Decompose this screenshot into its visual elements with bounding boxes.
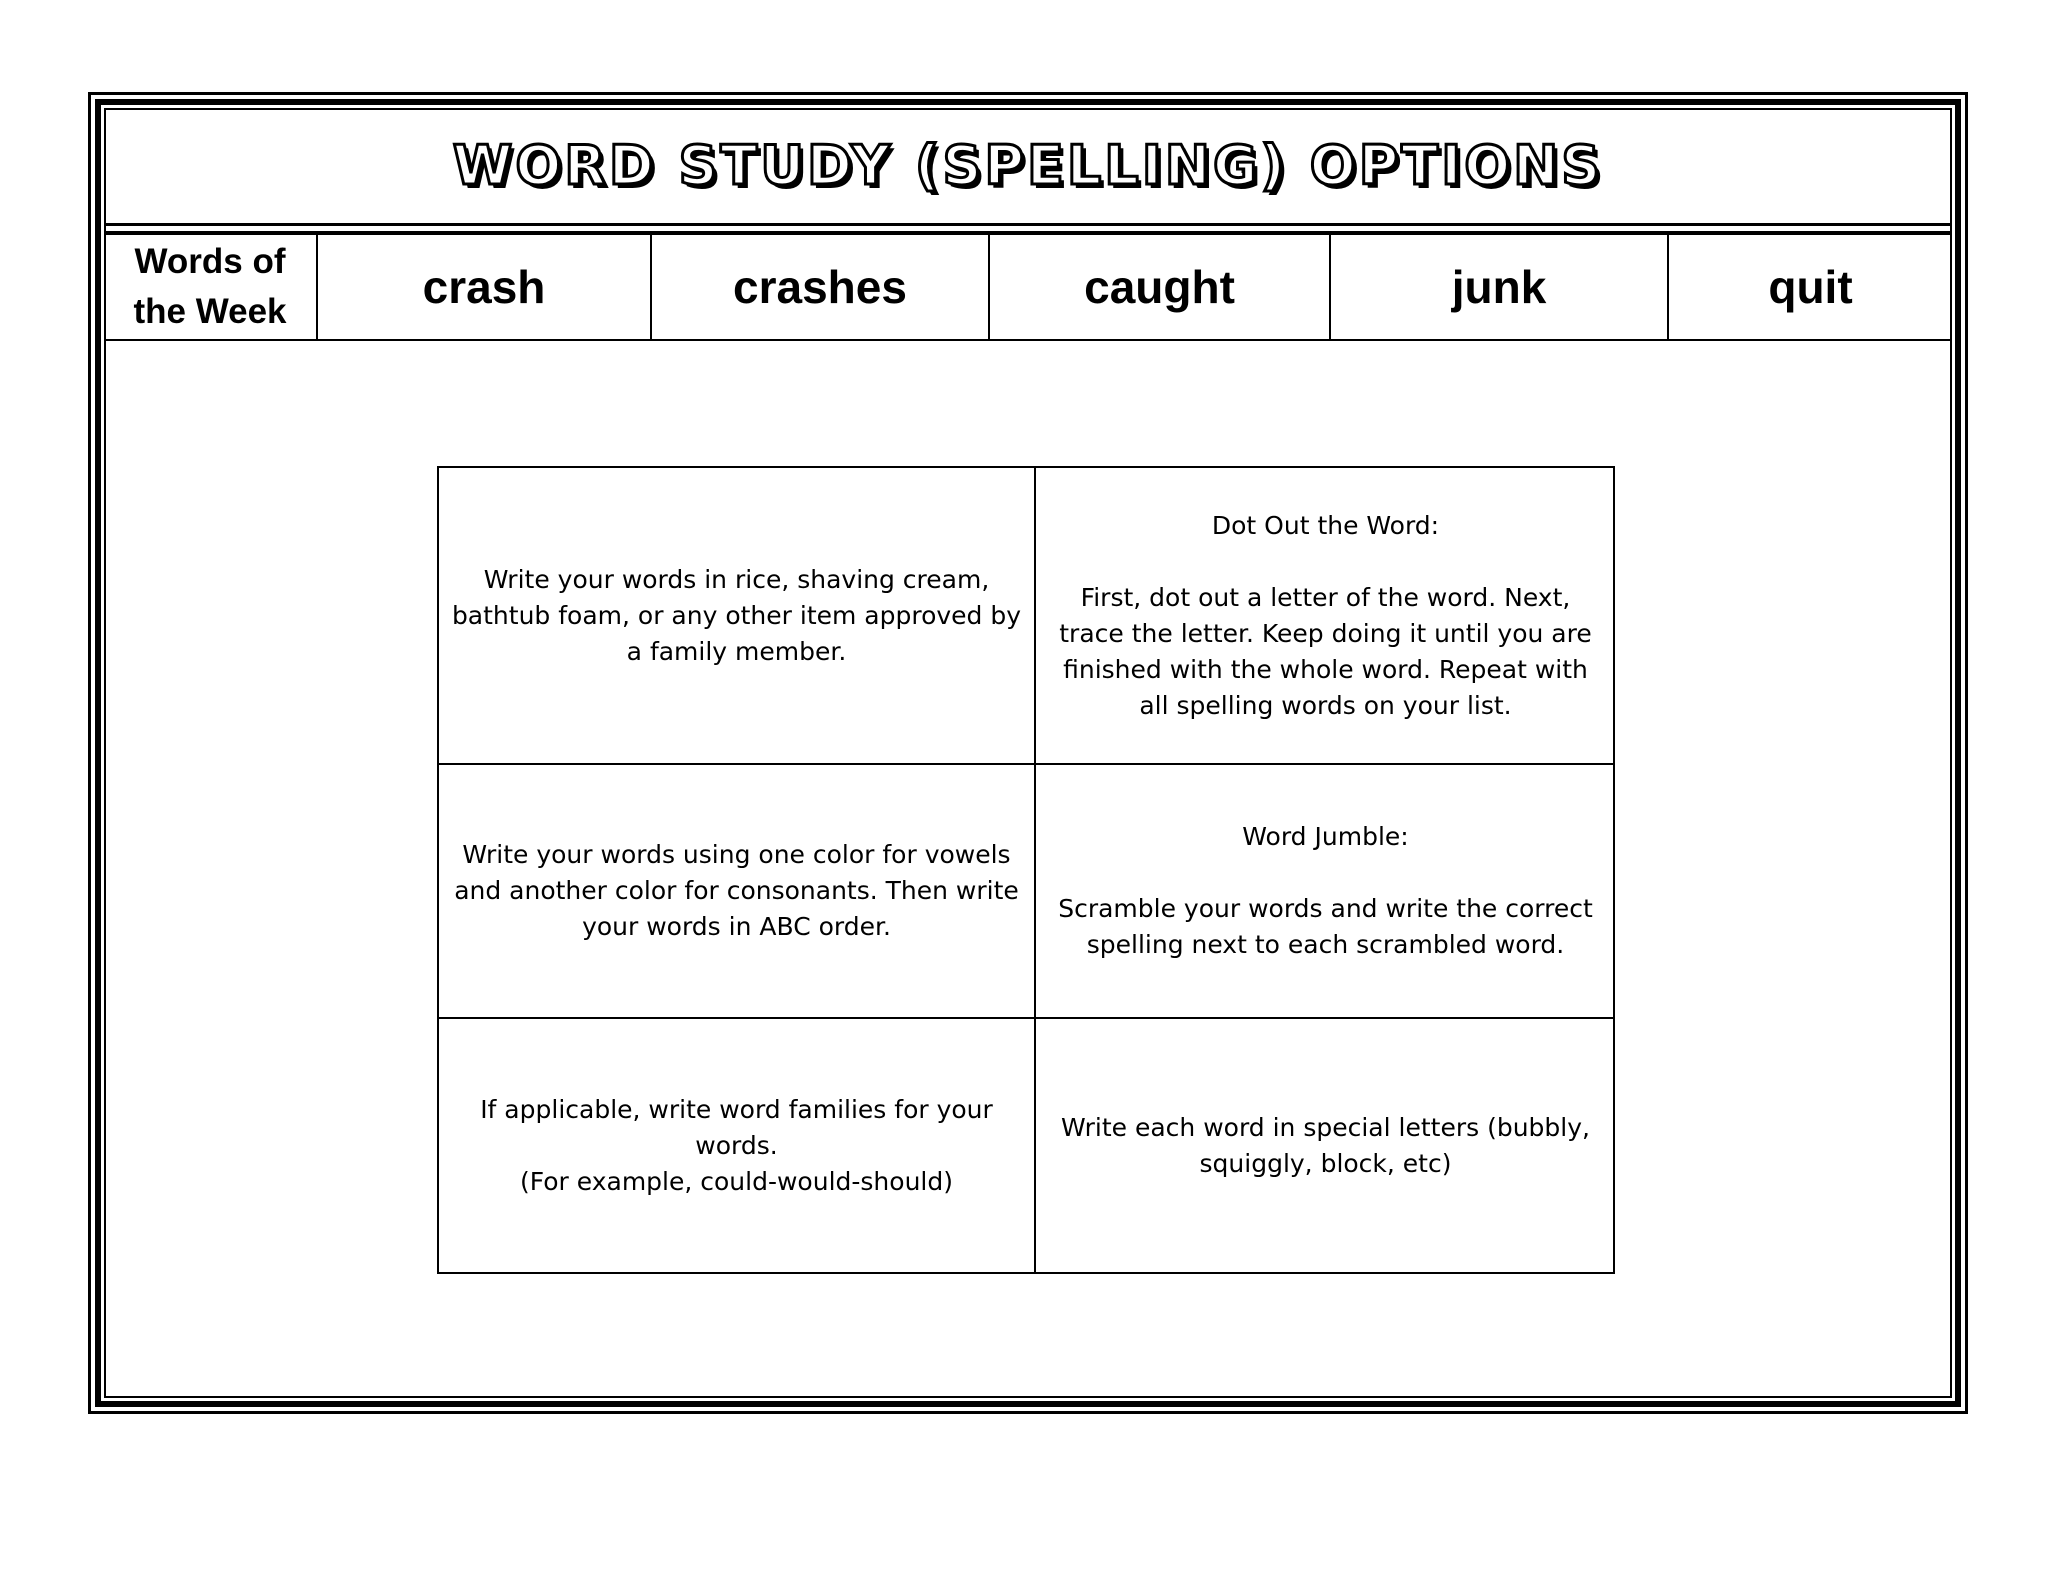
option-example: (For example, could-would-should) [520, 1166, 953, 1196]
options-grid [437, 466, 1615, 1274]
option-heading: Word Jumble: [1242, 822, 1409, 851]
option-text: Write your words using one color for vowels and another color for consonants. Then write your words in ABC order. [454, 840, 1019, 941]
option-text: Write your words in rice, shaving cream, bathtub foam, or any other item approved by a family member. [451, 564, 1022, 666]
option-text: Write each word in special letters (bubbly, squiggly, block, etc) [1061, 1112, 1590, 1178]
option-text: If applicable, write word families for your words. [480, 1094, 993, 1160]
option-dot-out-the-word [1036, 468, 1615, 765]
word-cell: caught [990, 235, 1331, 339]
option-word-families [439, 1019, 1036, 1272]
word-cell: crashes [652, 235, 990, 339]
option-heading: Dot Out the Word: [1211, 510, 1440, 540]
word-cell: junk [1331, 235, 1669, 339]
option-vowels-consonants [439, 765, 1036, 1019]
option-text: Scramble your words and write the correct spelling next to each scrambled word. [1058, 894, 1593, 959]
word-cell: quit [1768, 261, 1853, 313]
option-special-letters [1036, 1019, 1615, 1272]
words-of-week-row [104, 235, 1952, 341]
option-rice-shaving-cream [439, 468, 1036, 765]
words-label-line1: Words of [134, 242, 286, 281]
word-cell: crash [318, 235, 652, 339]
title-band [104, 108, 1952, 226]
option-word-jumble [1036, 765, 1615, 1019]
option-text: First, dot out a letter of the word. Next, trace the letter. Keep doing it until you are finished with the whole word. Repeat with all spelling words on your list. [1059, 582, 1592, 720]
words-of-week-label [104, 235, 318, 339]
page-title: WORD STUDY (SPELLING) OPTIONS [452, 134, 1604, 197]
words-label-line2: the Week [133, 292, 287, 331]
